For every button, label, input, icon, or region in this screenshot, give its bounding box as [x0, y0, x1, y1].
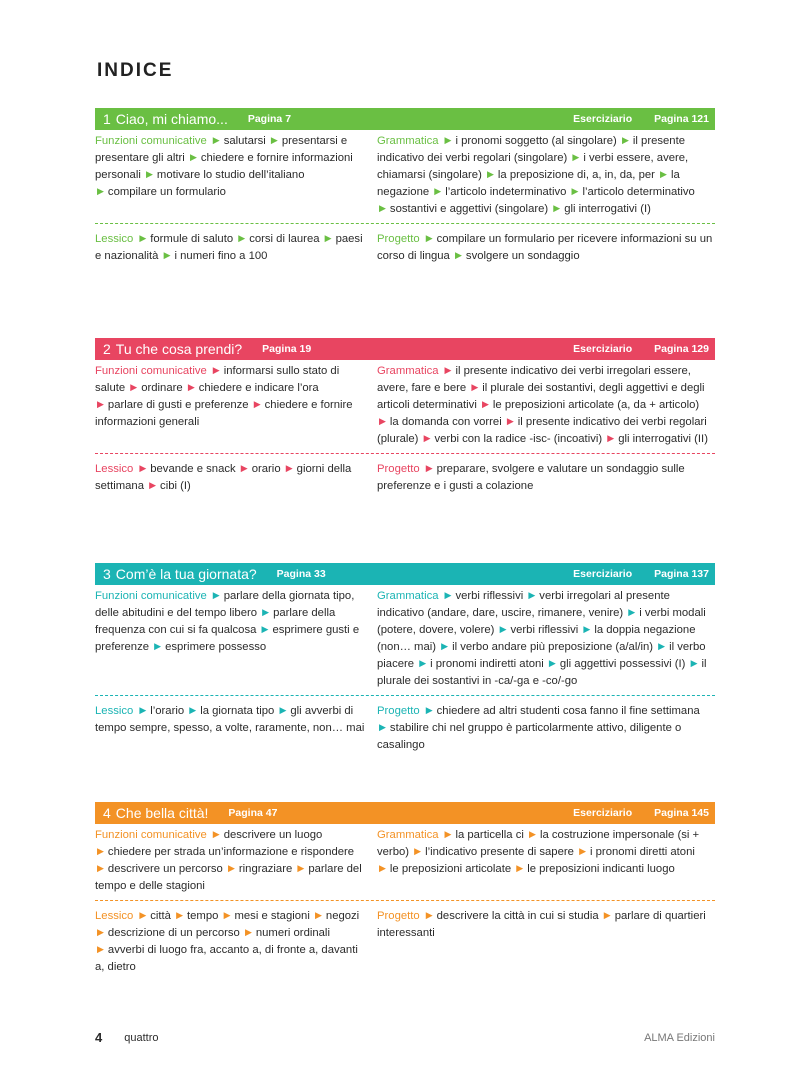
progetto-item: svolgere un sondaggio	[465, 250, 580, 262]
bullet-arrow-icon: ▶	[499, 624, 507, 634]
unit-block	[95, 563, 715, 754]
bullet-arrow-icon: ▶	[212, 590, 220, 600]
funzioni-item: parlare del tempo e delle stagioni	[95, 863, 362, 892]
funzioni-item: presentarsi e presentare gli altri	[95, 135, 348, 164]
bullet-arrow-icon: ▶	[212, 135, 220, 145]
unit-number: 1	[103, 111, 111, 127]
lessico-item: orario	[251, 463, 281, 475]
bullet-arrow-icon: ▶	[423, 433, 431, 443]
bullet-arrow-icon: ▶	[379, 416, 386, 426]
bullet-arrow-icon: ▶	[481, 399, 489, 409]
funzioni-item: compilare un formulario	[107, 186, 226, 198]
grammatica-item: la negazione	[377, 169, 680, 198]
bullet-arrow-icon: ▶	[690, 658, 698, 668]
funzioni-item: esprimere possesso	[165, 641, 267, 653]
grammatica-section	[377, 360, 715, 448]
funzioni-label: Funzioni comunicative	[95, 829, 207, 841]
unit-number: 2	[103, 341, 111, 357]
bullet-arrow-icon: ▶	[379, 722, 386, 732]
bullet-arrow-icon: ▶	[240, 463, 248, 473]
bullet-arrow-icon: ▶	[660, 169, 667, 179]
unit-number: 3	[103, 566, 111, 582]
bullet-arrow-icon: ▶	[130, 382, 138, 392]
bullet-arrow-icon: ▶	[297, 863, 305, 873]
grammatica-item: verbi con la radice -isc- (incoativi)	[434, 433, 603, 445]
bullet-arrow-icon: ▶	[571, 186, 579, 196]
bullet-arrow-icon: ▶	[419, 658, 427, 668]
eserciziario-page: Pagina 145	[654, 807, 709, 819]
grammatica-label: Grammatica	[377, 829, 439, 841]
page-title: INDICE	[97, 60, 174, 81]
grammatica-item: le preposizioni articolate (a, da + articolo)	[492, 399, 700, 411]
progetto-label: Progetto	[377, 910, 420, 922]
grammatica-item: i pronomi diretti atoni	[590, 846, 695, 858]
eserciziario-page: Pagina 137	[654, 568, 709, 580]
grammatica-item: il plurale dei sostantivi, degli aggettivi e degli articoli determinativi	[377, 382, 705, 411]
grammatica-item: le preposizioni indicanti luogo	[527, 863, 675, 875]
grammatica-item: l’indicativo presente di sapere	[425, 846, 574, 858]
unit-title: Ciao, mi chiamo...	[115, 111, 228, 127]
eserciziario-page: Pagina 121	[654, 113, 709, 125]
page-number: 4	[95, 1030, 103, 1045]
grammatica-item: verbi riflessivi	[510, 624, 579, 636]
funzioni-section	[95, 824, 367, 895]
unit-block	[95, 802, 715, 976]
funzioni-item: salutarsi	[223, 135, 266, 147]
bullet-arrow-icon: ▶	[444, 829, 452, 839]
bullet-arrow-icon: ▶	[163, 250, 171, 260]
bullet-arrow-icon: ▶	[379, 203, 386, 213]
funzioni-item: descrivere un percorso	[107, 863, 223, 875]
lessico-section	[95, 228, 367, 265]
page-footer	[95, 1030, 715, 1045]
funzioni-label: Funzioni comunicative	[95, 135, 207, 147]
lessico-item: avverbi di luogo fra, accanto a, di fronte a, davanti a, dietro	[95, 944, 358, 973]
bullet-arrow-icon: ▶	[97, 927, 104, 937]
bullet-arrow-icon: ▶	[97, 186, 104, 196]
funzioni-section	[95, 585, 367, 690]
section-divider	[95, 900, 715, 901]
bullet-arrow-icon: ▶	[139, 705, 147, 715]
grammatica-item: il verbo andare più preposizione (a/al/in)	[452, 641, 654, 653]
funzioni-label: Funzioni comunicative	[95, 590, 207, 602]
bullet-arrow-icon: ▶	[262, 607, 270, 617]
lessico-item: paesi e nazionalità	[95, 233, 363, 262]
grammatica-item: verbi irregolari al presente indicativo (andare, dare, uscire, rimanere, venire)	[377, 590, 670, 619]
bullet-arrow-icon: ▶	[97, 399, 104, 409]
bullet-arrow-icon: ▶	[425, 705, 433, 715]
bullet-arrow-icon: ▶	[244, 927, 252, 937]
grammatica-item: sostantivi e aggettivi (singolare)	[389, 203, 549, 215]
bullet-arrow-icon: ▶	[212, 365, 220, 375]
lessico-item: cibi (I)	[160, 480, 191, 492]
lessico-item: bevande e snack	[150, 463, 236, 475]
publisher-name: ALMA Edizioni	[644, 1031, 715, 1044]
funzioni-item: chiedere e indicare l’ora	[198, 382, 319, 394]
bullet-arrow-icon: ▶	[238, 233, 246, 243]
grammatica-item: la domanda con vorrei	[389, 416, 502, 428]
bullet-arrow-icon: ▶	[139, 463, 147, 473]
progetto-item: descrivere la città in cui si studia	[436, 910, 599, 922]
unit-page: Pagina 19	[262, 343, 312, 355]
grammatica-item: la doppia negazione (non… mai)	[377, 624, 696, 653]
lessico-item: città	[150, 910, 171, 922]
funzioni-item: ringraziare	[238, 863, 293, 875]
section-divider	[95, 695, 715, 696]
grammatica-item: i pronomi soggetto (al singolare)	[455, 135, 617, 147]
bullet-arrow-icon: ▶	[572, 152, 580, 162]
funzioni-label: Funzioni comunicative	[95, 365, 207, 377]
bullet-arrow-icon: ▶	[146, 169, 153, 179]
grammatica-item: gli interrogativi (I)	[564, 203, 651, 215]
bullet-arrow-icon: ▶	[471, 382, 479, 392]
grammatica-section	[377, 824, 715, 895]
unit-page: Pagina 47	[228, 807, 278, 819]
unit-header	[95, 108, 715, 130]
funzioni-item: ordinare	[141, 382, 183, 394]
unit-header	[95, 563, 715, 585]
lessico-label: Lessico	[95, 233, 134, 245]
funzioni-item: chiedere per strada un’informazione e rispondere	[107, 846, 355, 858]
bullet-arrow-icon: ▶	[444, 135, 452, 145]
bullet-arrow-icon: ▶	[628, 607, 636, 617]
lessico-label: Lessico	[95, 910, 134, 922]
bullet-arrow-icon: ▶	[223, 910, 231, 920]
bullet-arrow-icon: ▶	[227, 863, 235, 873]
grammatica-label: Grammatica	[377, 135, 439, 147]
bullet-arrow-icon: ▶	[324, 233, 332, 243]
lessico-item: negozi	[325, 910, 360, 922]
grammatica-item: il verbo piacere	[377, 641, 706, 670]
funzioni-item: chiedere e fornire informazioni personali	[95, 152, 353, 181]
progetto-label: Progetto	[377, 705, 420, 717]
grammatica-item: la particella ci	[455, 829, 524, 841]
lessico-section	[95, 458, 367, 495]
bullet-arrow-icon: ▶	[97, 944, 104, 954]
unit-title: Che bella città!	[115, 805, 209, 821]
bullet-arrow-icon: ▶	[583, 624, 591, 634]
bullet-arrow-icon: ▶	[139, 910, 147, 920]
grammatica-section	[377, 130, 715, 218]
progetto-item: parlare di quartieri interessanti	[377, 910, 706, 939]
funzioni-item: descrivere un luogo	[223, 829, 323, 841]
lessico-item: descrizione di un percorso	[107, 927, 240, 939]
eserciziario-label: Eserciziario	[573, 343, 633, 355]
lessico-label: Lessico	[95, 705, 134, 717]
lessico-item: l’orario	[150, 705, 185, 717]
unit-header	[95, 802, 715, 824]
bullet-arrow-icon: ▶	[176, 910, 184, 920]
lessico-item: gli avverbi di tempo sempre, spesso, a volte, raramente, non… mai	[95, 705, 365, 734]
lessico-item: i numeri fino a 100	[174, 250, 268, 262]
bullet-arrow-icon: ▶	[270, 135, 278, 145]
grammatica-item: i verbi modali (potere, dovere, volere)	[377, 607, 706, 636]
unit-title: Tu che cosa prendi?	[115, 341, 243, 357]
bullet-arrow-icon: ▶	[548, 658, 556, 668]
unit-page: Pagina 7	[247, 113, 292, 125]
bullet-arrow-icon: ▶	[261, 624, 269, 634]
progetto-item: preparare, svolgere e valutare un sondaggio sulle preferenze e i gusti a colazione	[377, 463, 685, 492]
unit-page: Pagina 33	[276, 568, 326, 580]
unit-block	[95, 108, 715, 265]
funzioni-item: chiedere e fornire informazioni generali	[95, 399, 353, 428]
lessico-label: Lessico	[95, 463, 134, 475]
unit-number: 4	[103, 805, 111, 821]
bullet-arrow-icon: ▶	[441, 641, 449, 651]
grammatica-item: il presente indicativo dei verbi irregolari essere, avere, fare e bere	[377, 365, 691, 394]
grammatica-item: l’articolo indeterminativo	[445, 186, 567, 198]
grammatica-label: Grammatica	[377, 365, 439, 377]
bullet-arrow-icon: ▶	[579, 846, 586, 856]
bullet-arrow-icon: ▶	[425, 233, 433, 243]
bullet-arrow-icon: ▶	[189, 152, 197, 162]
funzioni-item: motivare lo studio dell’italiano	[156, 169, 305, 181]
grammatica-item: l’articolo determinativo	[582, 186, 695, 198]
grammatica-item: i verbi essere, avere, chiamarsi (singolare)	[377, 152, 689, 181]
progetto-section	[377, 700, 715, 754]
bullet-arrow-icon: ▶	[658, 641, 666, 651]
progetto-item: compilare un formulario per ricevere informazioni su un corso di lingua	[377, 233, 713, 262]
eserciziario-label: Eserciziario	[573, 807, 633, 819]
bullet-arrow-icon: ▶	[434, 186, 442, 196]
grammatica-item: verbi riflessivi	[455, 590, 524, 602]
funzioni-item: parlare della frequenza con cui si fa qualcosa	[95, 607, 336, 636]
bullet-arrow-icon: ▶	[212, 829, 220, 839]
grammatica-item: gli interrogativi (II)	[618, 433, 708, 445]
funzioni-item: parlare di gusti e preferenze	[107, 399, 249, 411]
bullet-arrow-icon: ▶	[553, 203, 561, 213]
progetto-label: Progetto	[377, 463, 420, 475]
section-divider	[95, 453, 715, 454]
bullet-arrow-icon: ▶	[425, 463, 433, 473]
bullet-arrow-icon: ▶	[607, 433, 615, 443]
lessico-item: formule di saluto	[150, 233, 234, 245]
bullet-arrow-icon: ▶	[516, 863, 524, 873]
progetto-section	[377, 905, 715, 976]
lessico-item: corsi di laurea	[249, 233, 320, 245]
bullet-arrow-icon: ▶	[279, 705, 287, 715]
bullet-arrow-icon: ▶	[506, 416, 514, 426]
progetto-section	[377, 228, 715, 265]
lessico-section	[95, 700, 367, 754]
grammatica-item: la costruzione impersonale (si + verbo)	[377, 829, 700, 858]
grammatica-item: la preposizione di, a, in, da, per	[497, 169, 655, 181]
bullet-arrow-icon: ▶	[187, 382, 195, 392]
bullet-arrow-icon: ▶	[97, 863, 104, 873]
grammatica-item: il presente indicativo dei verbi regolari (plurale)	[377, 416, 707, 445]
bullet-arrow-icon: ▶	[414, 846, 422, 856]
bullet-arrow-icon: ▶	[285, 463, 293, 473]
lessico-item: numeri ordinali	[255, 927, 330, 939]
funzioni-item: parlare della giornata tipo, delle abitudini e del tempo libero	[95, 590, 355, 619]
grammatica-label: Grammatica	[377, 590, 439, 602]
funzioni-item: esprimere gusti e preferenze	[95, 624, 360, 653]
progetto-item: stabilire chi nel gruppo è particolarmente attivo, diligente o casalingo	[377, 722, 682, 751]
eserciziario-label: Eserciziario	[573, 113, 633, 125]
page-number-word: quattro	[124, 1031, 159, 1044]
grammatica-item: il plurale dei sostantivi in -ca/-ga e -co/-go	[377, 658, 707, 687]
unit-header	[95, 338, 715, 360]
bullet-arrow-icon: ▶	[621, 135, 629, 145]
lessico-item: giorni della settimana	[95, 463, 352, 492]
section-divider	[95, 223, 715, 224]
bullet-arrow-icon: ▶	[528, 590, 536, 600]
bullet-arrow-icon: ▶	[379, 863, 386, 873]
bullet-arrow-icon: ▶	[444, 590, 452, 600]
eserciziario-label: Eserciziario	[573, 568, 633, 580]
lessico-section	[95, 905, 367, 976]
bullet-arrow-icon: ▶	[425, 910, 433, 920]
eserciziario-page: Pagina 129	[654, 343, 709, 355]
grammatica-section	[377, 585, 715, 690]
unit-title: Com’è la tua giornata?	[115, 566, 257, 582]
lessico-item: tempo	[187, 910, 219, 922]
progetto-item: chiedere ad altri studenti cosa fanno il fine settimana	[436, 705, 700, 717]
bullet-arrow-icon: ▶	[139, 233, 147, 243]
lessico-item: la giornata tipo	[200, 705, 275, 717]
bullet-arrow-icon: ▶	[97, 846, 104, 856]
funzioni-section	[95, 360, 367, 448]
bullet-arrow-icon: ▶	[154, 641, 162, 651]
bullet-arrow-icon: ▶	[455, 250, 462, 260]
bullet-arrow-icon: ▶	[189, 705, 197, 715]
grammatica-item: il presente indicativo dei verbi regolari (singolare)	[377, 135, 686, 164]
grammatica-item: le preposizioni articolate	[389, 863, 512, 875]
funzioni-section	[95, 130, 367, 218]
progetto-section	[377, 458, 715, 495]
bullet-arrow-icon: ▶	[253, 399, 261, 409]
bullet-arrow-icon: ▶	[314, 910, 322, 920]
bullet-arrow-icon: ▶	[529, 829, 536, 839]
grammatica-item: i pronomi indiretti atoni	[430, 658, 544, 670]
bullet-arrow-icon: ▶	[486, 169, 494, 179]
bullet-arrow-icon: ▶	[149, 480, 157, 490]
grammatica-item: gli aggettivi possessivi (I)	[559, 658, 686, 670]
funzioni-item: informarsi sullo stato di salute	[95, 365, 340, 394]
bullet-arrow-icon: ▶	[603, 910, 611, 920]
bullet-arrow-icon: ▶	[444, 365, 452, 375]
progetto-label: Progetto	[377, 233, 420, 245]
lessico-item: mesi e stagioni	[234, 910, 310, 922]
unit-block	[95, 338, 715, 495]
